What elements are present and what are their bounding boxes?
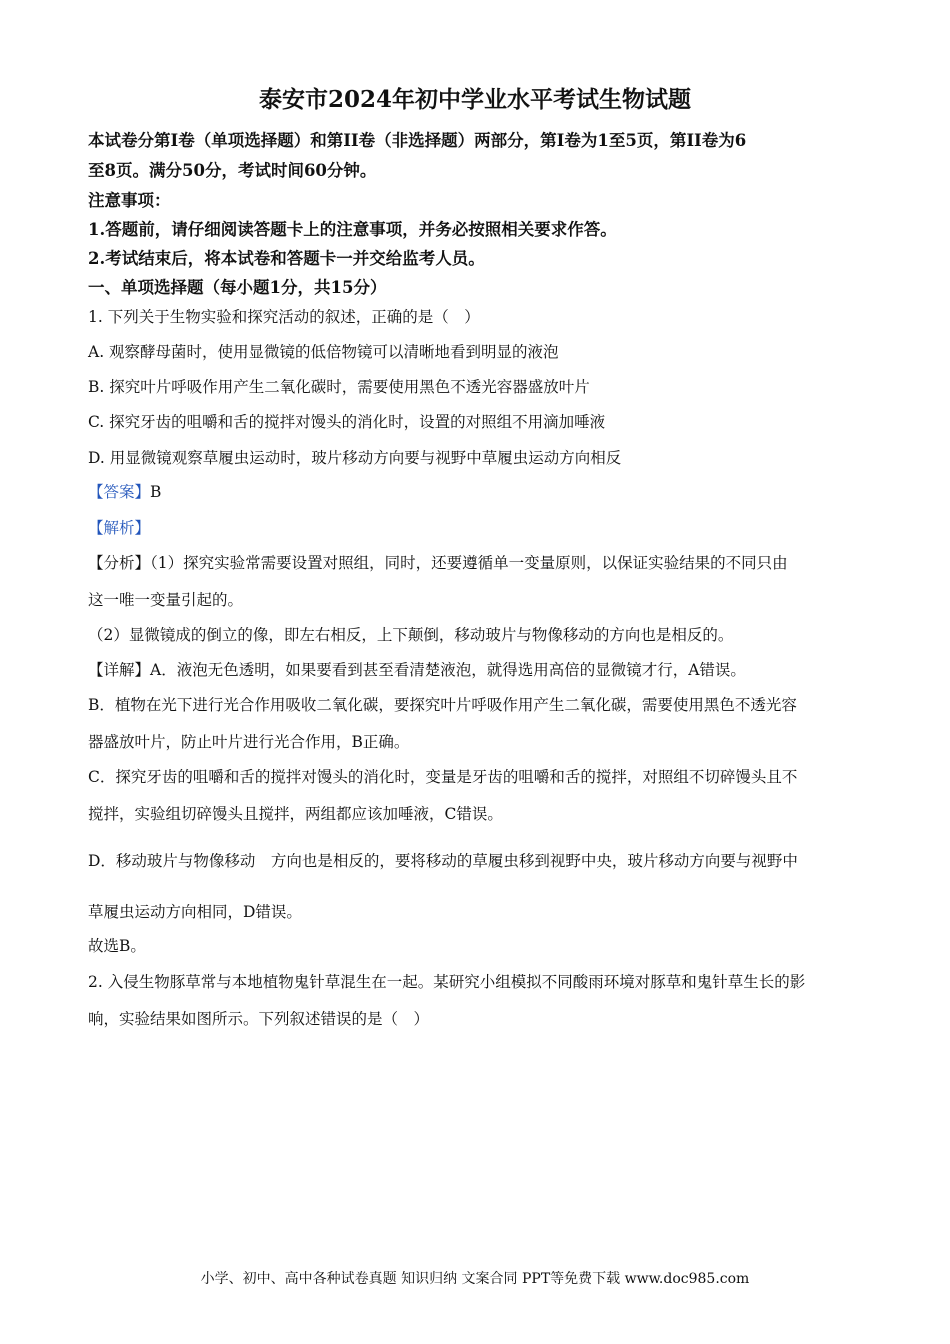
document-title: 泰安市2024年初中学业水平考试生物试题 — [258, 86, 691, 113]
page-footer: 小学、初中、高中各种试卷真题 知识归纳 文案合同 PPT等免费下载 www.doc985.com — [200, 1271, 750, 1287]
fenxi-line-2: 这一唯一变量引起的。 — [88, 591, 244, 609]
q2-stem-line-2: 响，实验结果如图所示。下列叙述错误的是（ ） — [88, 1010, 430, 1028]
intro-line-2: 至8页。满分50分，考试时间60分钟。 — [88, 161, 377, 180]
q1-option-b: B. 探究叶片呼吸作用产生二氧化碳时，需要使用黑色不透光容器盛放叶片 — [88, 378, 590, 396]
q1-stem: 1. 下列关于生物实验和探究活动的叙述，正确的是（ ） — [88, 308, 480, 326]
section-heading-1: 一、单项选择题（每小题1分，共15分） — [88, 278, 387, 297]
xiangjie-line-c1: C．探究牙齿的咀嚼和舌的搅拌对馒头的消化时，变量是牙齿的咀嚼和舌的搅拌，对照组不切碎馒头且不 — [88, 768, 798, 786]
q1-option-d: D. 用显微镜观察草履虫运动时，玻片移动方向要与视野中草履虫运动方向相反 — [88, 449, 622, 467]
xiangjie-line-a — [88, 660, 746, 680]
notice-heading: 注意事项： — [88, 191, 171, 210]
xiangjie-line-b1: B．植物在光下进行光合作用吸收二氧化碳，要探究叶片呼吸作用产生二氧化碳，需要使用黑色不透光容 — [88, 696, 797, 714]
answer-tag: 【答案】 — [88, 483, 151, 501]
q1-option-c: C. 探究牙齿的咀嚼和舌的搅拌对馒头的消化时，设置的对照组不用滴加唾液 — [88, 413, 606, 431]
q1-answer-line — [88, 482, 161, 502]
fenxi-text-1: （1）探究实验常需要设置对照组，同时，还要遵循单一变量原则，以保证实验结果的不同只由 — [150, 554, 788, 572]
analysis-tag: 【解析】 — [88, 519, 151, 537]
fenxi-line-3: （2）显微镜成的倒立的像，即左右相反，上下颠倒，移动玻片与物像移动的方向也是相反的。 — [88, 626, 734, 644]
notice-item-2: 2.考试结束后，将本试卷和答题卡一并交给监考人员。 — [88, 249, 485, 268]
xiangjie-line-c2: 搅拌，实验组切碎馒头且搅拌，两组都应该加唾液，C错误。 — [88, 805, 503, 823]
q1-conclusion: 故选B。 — [88, 937, 146, 955]
answer-value: B — [150, 483, 162, 501]
intro-line-1: 本试卷分第I卷（单项选择题）和第II卷（非选择题）两部分，第I卷为1至5页，第II卷为6 — [88, 131, 747, 150]
xiangjie-line-d2: 草履虫运动方向相同，D错误。 — [88, 903, 302, 921]
q1-option-a: A. 观察酵母菌时，使用显微镜的低倍物镜可以清晰地看到明显的液泡 — [88, 343, 559, 361]
notice-item-1: 1.答题前，请仔细阅读答题卡上的注意事项，并务必按照相关要求作答。 — [88, 220, 617, 239]
xiangjie-tag: 【详解】 — [88, 661, 151, 679]
xiangjie-line-d1: D．移动玻片与物像移动 方向也是相反的，要将移动的草履虫移到视野中央，玻片移动方向要与视野中 — [88, 852, 798, 870]
xiangjie-text-a: A．液泡无色透明，如果要看到甚至看清楚液泡，就得选用高倍的显微镜才行，A错误。 — [150, 661, 746, 679]
fenxi-tag: 【分析】 — [88, 554, 151, 572]
fenxi-line-1 — [88, 553, 788, 573]
xiangjie-line-b2: 器盛放叶片，防止叶片进行光合作用，B正确。 — [88, 733, 410, 751]
q2-stem-line-1: 2. 入侵生物豚草常与本地植物鬼针草混生在一起。某研究小组模拟不同酸雨环境对豚草和鬼针草生长的影 — [88, 973, 806, 991]
